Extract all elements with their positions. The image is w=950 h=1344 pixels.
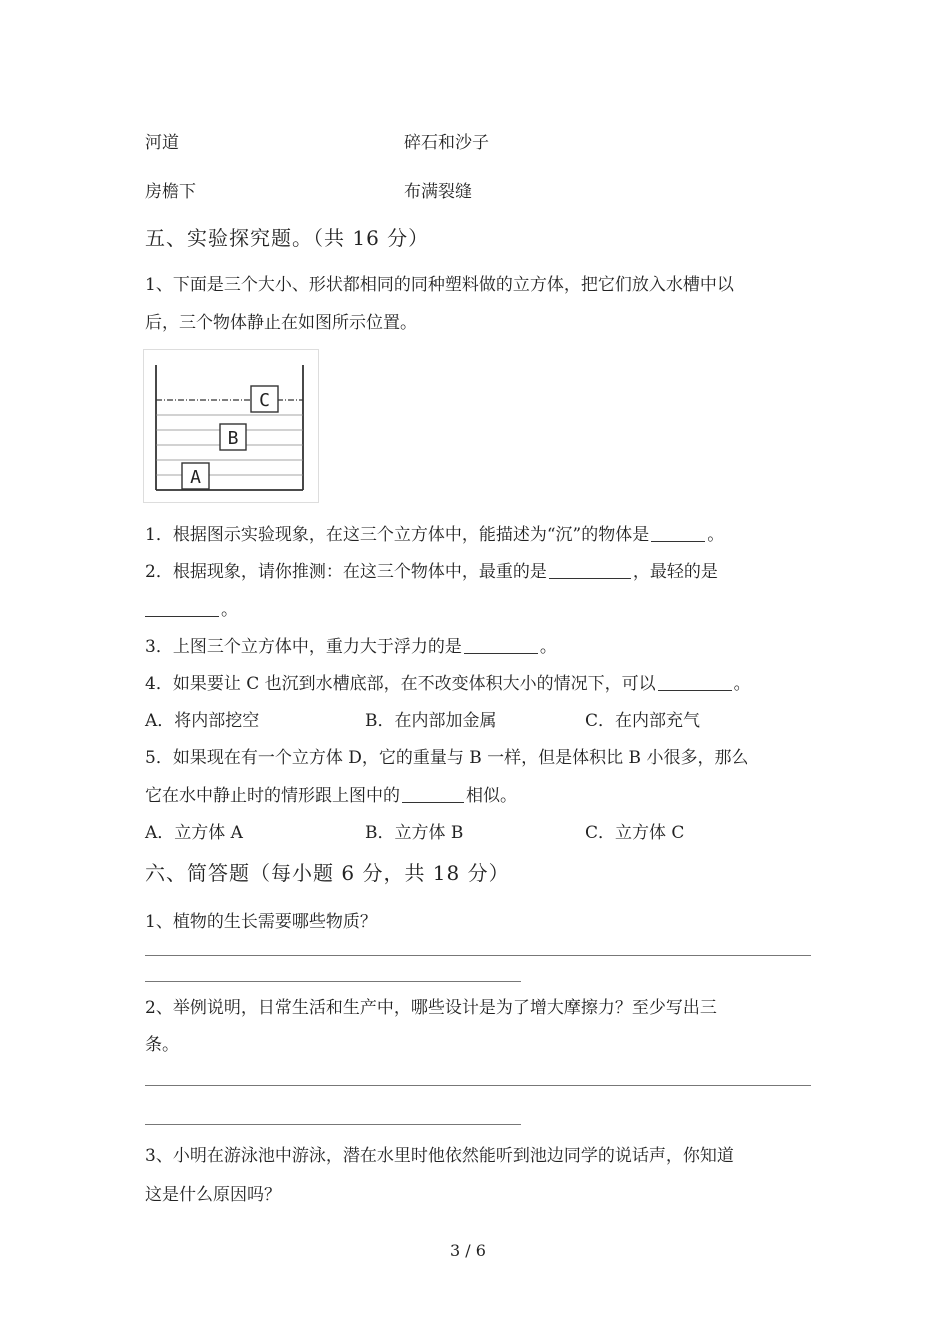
option-a[interactable]: A．立方体 A [145, 823, 243, 843]
sub-question-4-options [0, 706, 950, 730]
answer-line[interactable] [145, 981, 521, 982]
question-6-2-line2: 条。 [145, 1035, 179, 1055]
answer-blank[interactable] [402, 801, 464, 803]
sub-question-2-end: 。 [221, 600, 238, 620]
sub-question-3 [145, 632, 557, 657]
cube-c [251, 386, 278, 412]
answer-blank-lightest[interactable] [145, 615, 219, 617]
sub-question-5-text: 它在水中静止时的情形跟上图中的 [145, 786, 400, 806]
sub-question-2-middle: ，最轻的是 [632, 562, 718, 582]
cube-a [182, 463, 209, 489]
sub-question-3-text: 3．上图三个立方体中，重力大于浮力的是 [145, 637, 462, 657]
answer-blank[interactable] [464, 652, 538, 654]
answer-blank[interactable] [651, 540, 705, 542]
answer-blank[interactable] [658, 689, 732, 691]
sub-question-5-end: 相似。 [466, 786, 517, 806]
answer-line[interactable] [145, 1085, 811, 1086]
answer-line[interactable] [145, 955, 811, 956]
cube-b [220, 424, 246, 450]
sub-question-4 [145, 669, 751, 694]
cube-c-label: C [259, 390, 270, 411]
section-5-title: 五、实验探究题。（共 16 分） [145, 226, 430, 250]
option-b[interactable]: B．在内部加金属 [365, 711, 497, 731]
option-c[interactable]: C．立方体 C [585, 823, 685, 843]
match-left-2: 房檐下 [145, 182, 196, 202]
water-tank-figure [143, 349, 319, 503]
question-6-2-line1: 2、举例说明，日常生活和生产中，哪些设计是为了增大摩擦力？至少写出三 [145, 998, 717, 1018]
cube-a-label: A [190, 467, 201, 488]
cube-b-label: B [227, 428, 239, 449]
question-5-1-line1: 1、下面是三个大小、形状都相同的同种塑料做的立方体，把它们放入水槽中以 [145, 275, 734, 295]
sub-question-2-text: 2．根据现象，请你推测：在这三个物体中，最重的是 [145, 562, 547, 582]
sub-question-3-end: 。 [539, 637, 557, 657]
answer-blank-heaviest[interactable] [549, 577, 631, 579]
sub-question-2-cont [145, 595, 238, 620]
match-left-1: 河道 [145, 133, 179, 153]
sub-question-1 [145, 520, 724, 545]
question-6-3-line1: 3、小明在游泳池中游泳，潜在水里时他依然能听到池边同学的说话声，你知道 [145, 1146, 734, 1166]
option-a[interactable]: A．将内部挖空 [145, 711, 260, 731]
match-right-1: 碎石和沙子 [404, 133, 489, 153]
page-number: 3 / 6 [450, 1241, 486, 1260]
sub-question-5-line2 [145, 781, 517, 806]
question-6-1: 1、植物的生长需要哪些物质？ [145, 912, 377, 932]
sub-question-5-options [0, 818, 950, 842]
sub-question-2 [145, 557, 718, 582]
answer-line[interactable] [145, 1124, 521, 1125]
match-right-2: 布满裂缝 [404, 182, 472, 202]
sub-question-4-text: 4．如果要让 C 也沉到水槽底部，在不改变体积大小的情况下，可以 [145, 674, 656, 694]
sub-question-4-end: 。 [733, 674, 751, 694]
question-6-3-line2: 这是什么原因吗？ [145, 1185, 281, 1205]
section-6-title: 六、简答题（每小题 6 分，共 18 分） [145, 861, 510, 885]
sub-question-5-line1: 5．如果现在有一个立方体 D，它的重量与 B 一样，但是体积比 B 小很多，那么 [145, 748, 749, 768]
sub-question-1-text: 1．根据图示实验现象，在这三个立方体中，能描述为“沉”的物体是 [145, 525, 650, 545]
option-b[interactable]: B．立方体 B [365, 823, 464, 843]
sub-question-1-end: 。 [707, 525, 725, 545]
question-5-1-line2: 后，三个物体静止在如图所示位置。 [145, 313, 417, 333]
option-c[interactable]: C．在内部充气 [585, 711, 701, 731]
